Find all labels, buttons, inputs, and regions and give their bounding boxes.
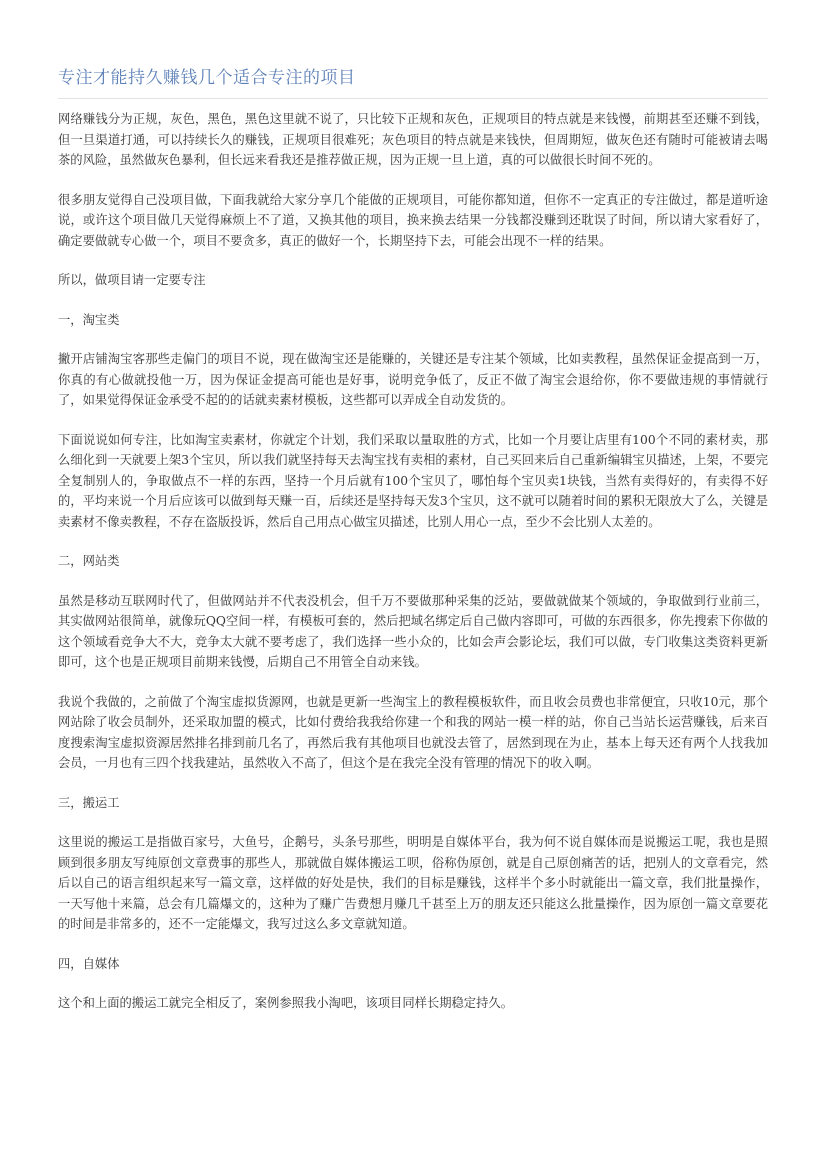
section-heading-taobao: 一，淘宝类 bbox=[58, 312, 120, 327]
article-page bbox=[58, 0, 768, 1033]
focus-statement: 所以，做项目请一定要专注 bbox=[58, 273, 206, 287]
article-title: 专注才能持久赚钱几个适合专注的项目 bbox=[58, 68, 356, 88]
focus-paragraph: 很多朋友觉得自己没项目做，下面我就给大家分享几个能做的正规项目，可能你都知道，但你不一定真正的专注做过，都是道听途说，或许这个项目做几天觉得麻烦上不了道，又换其他的项目，换来换去结果一分钱都没赚到还耽误了时间，所以请大家看好了，确定要做就专心做一个，项目不要贪多，真正的做好一个，长期坚持下去，可能会出现不一样的结果。 bbox=[58, 192, 768, 248]
taobao-paragraph-1: 撇开店铺淘宝客那些走偏门的项目不说，现在做淘宝还是能赚的，关键还是专注某个领域，比如卖教程，虽然保证金提高到一万，你真的有心做就投他一万，因为保证金提高可能也是好事，说明竞争低了，反正不做了淘宝会退给你，你不要做违规的事情就行了，如果觉得保证金承受不起的的话就卖素材模板，这些都可以弄成全自动发货的。 bbox=[58, 352, 768, 407]
taobao-paragraph-2: 下面说说如何专注，比如淘宝卖素材，你就定个计划，我们采取以量取胜的方式，比如一个月要让店里有100个不同的素材卖，那么细化到一天就要上架3个宝贝，所以我们就坚持每天去淘宝找有卖相的素材，自己买回来后自己重新编辑宝贝描述，上架，不要完全复制别人的，争取做点不一样的东西，坚持一个月后就有100个宝贝了，哪怕每个宝贝卖1块钱，当然有卖得好的，有卖得不好的，平均来说一个月后应该可以做到每天赚一百，后续还是坚持每天发3个宝贝，这不就可以随着时间的累积无限放大了么，关键是卖素材不像卖教程，不存在盗版投诉，然后自己用点心做宝贝描述，比别人用心一点，至少不会比别人太差的。 bbox=[58, 432, 768, 529]
self-media-paragraph: 这个和上面的搬运工就完全相反了，案例参照我小淘吧，该项目同样长期稳定持久。 bbox=[58, 996, 513, 1010]
website-paragraph-2: 我说个我做的，之前做了个淘宝虚拟货源网，也就是更新一些淘宝上的教程模板软件，而且收会员费也非常便宜，只收10元，那个网站除了收会员制外，还采取加盟的模式，比如付费给我我给你建一个和我的网站一模一样的站，你自己当站长运营赚钱，后来百度搜索淘宝虚拟资源居然排名排到前几名了，再然后我有其他项目也就没去管了，居然到现在为止，基本上每天还有两个人找我加会员，一月也有三四个找我建站，虽然收入不高了，但这个是在我完全没有管理的情况下的收入啊。 bbox=[58, 694, 768, 770]
website-paragraph-1: 虽然是移动互联网时代了，但做网站并不代表没机会，但千万不要做那种采集的泛站，要做就做某个领域的，争取做到行业前三，其实做网站很简单，就像玩QQ空间一样，有模板可套的，然后把域名绑定后自己做内容即可，可做的东西很多，你先搜索下你做的这个领域看竞争大不大，竞争太大就不要考虑了，我们选择一些小众的，比如会声会影论坛，我们可以做，专门收集这类资料更新即可，这个也是正规项目前期来钱慢，后期自己不用管全自动来钱。 bbox=[58, 593, 768, 669]
article-body bbox=[58, 109, 768, 1014]
section-heading-self-media: 四，自媒体 bbox=[58, 956, 120, 971]
section-heading-website: 二，网站类 bbox=[58, 554, 120, 568]
porter-paragraph: 这里说的搬运工是指做百家号，大鱼号，企鹅号，头条号那些，明明是自媒体平台，我为何不说自媒体而是说搬运工呢，我也是照顾到很多朋友写纯原创文章费事的那些人，那就做自媒体搬运工呗，俗称伪原创，就是自己原创痛苦的话，把别人的文章看完，然后以自己的语言组织起来写一篇文章，这样做的好处是快，我们的目标是赚钱，这样半个多小时就能出一篇文章，我们批量操作，一天写他十来篇，总会有几篇爆文的，这种为了赚广告费想月赚几千甚至上万的朋友还只能这么批量操作，因为原创一篇文章要花的时间是非常多的，还不一定能爆文，我写过这么多文章就知道。 bbox=[58, 835, 768, 931]
section-heading-porter: 三，搬运工 bbox=[58, 795, 120, 810]
intro-paragraph: 网络赚钱分为正规，灰色，黑色，黑色这里就不说了，只比较下正规和灰色，正规项目的特点就是来钱慢，前期甚至还赚不到钱，但一旦渠道打通，可以持续长久的赚钱，正规项目很难死；灰色项目的特点就是来钱快，但周期短，做灰色还有随时可能被请去喝茶的风险，虽然做灰色暴利，但长远来看我还是推荐做正规，因为正规一旦上道，真的可以做很长时间不死的。 bbox=[58, 112, 768, 167]
title-divider bbox=[58, 98, 768, 99]
